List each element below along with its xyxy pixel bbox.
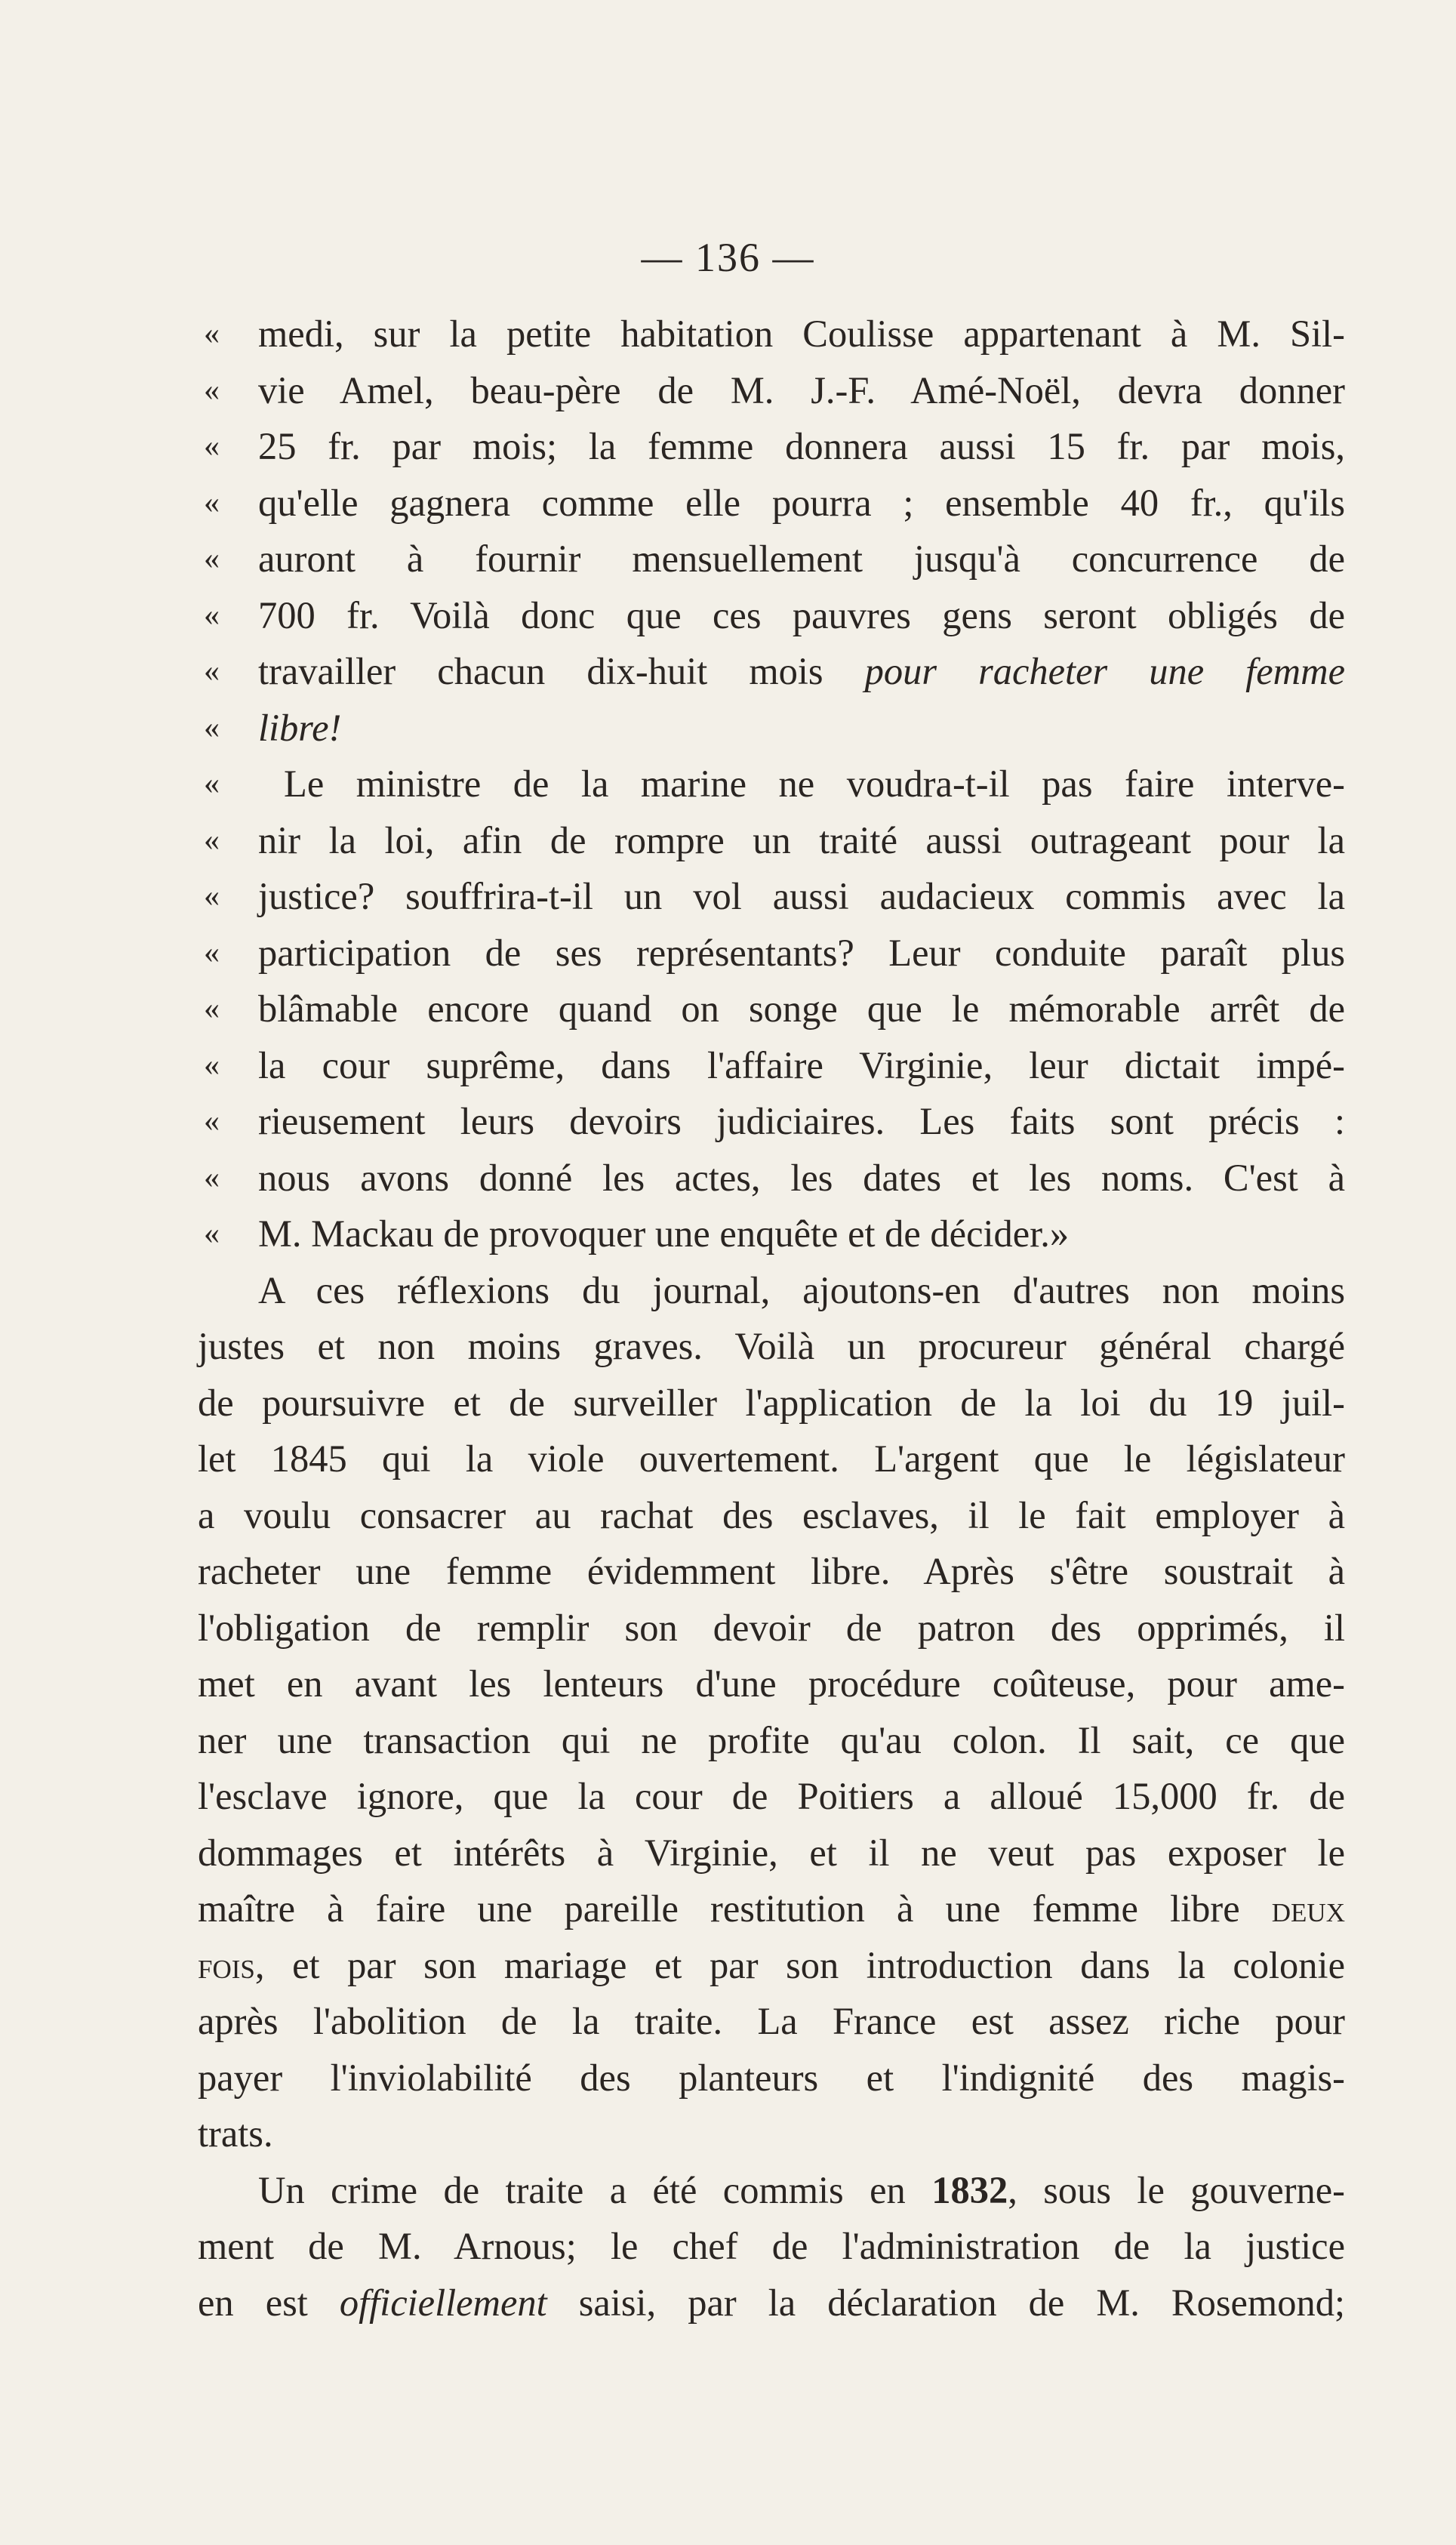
text-line [198, 1656, 1345, 1712]
text-line [198, 812, 1345, 869]
text-line [198, 531, 1345, 587]
text-line [198, 1993, 1345, 2050]
line-text: met en avant les lenteurs d'une procédure coûteuse, pour ame- [198, 1662, 1345, 1705]
quote-mark: « [204, 766, 220, 801]
line-text: 25 fr. par mois; la femme donnera aussi 15 fr. par mois, [258, 425, 1345, 467]
italic-text: libre! [258, 706, 342, 749]
text-line [198, 587, 1345, 644]
text-line [198, 306, 1345, 362]
line-text: travailler chacun dix-huit mois [258, 650, 865, 692]
text-line [198, 1262, 1345, 1319]
line-text: racheter une femme évidemment libre. Après s'être soustrait à [198, 1550, 1345, 1592]
line-text: dommages et intérêts à Virginie, et il ne veut pas exposer le [198, 1831, 1345, 1874]
line-text: maître à faire une pareille restitution à une femme libre [198, 1887, 1272, 1930]
text-line [198, 1150, 1345, 1206]
text-line [198, 2162, 1345, 2219]
page-number: — 136 — [641, 235, 815, 280]
text-line [198, 475, 1345, 531]
line-text: a voulu consacrer au rachat des esclaves, il le fait employer à [198, 1493, 1345, 1536]
text-line [198, 643, 1345, 700]
line-text: vie Amel, beau-père de M. J.-F. Amé-Noël, devra donner [258, 368, 1345, 411]
line-text: ner une transaction qui ne profite qu'au colon. Il sait, ce que [198, 1718, 1345, 1761]
small-caps-text: deux [1271, 1887, 1345, 1930]
text-line [198, 1375, 1345, 1431]
line-text: qu'elle gagnera comme elle pourra ; ensemble 40 fr., qu'ils [258, 481, 1345, 524]
line-text: la cour suprême, dans l'affaire Virginie, leur dictait impé- [258, 1043, 1345, 1086]
line-text: justice? souffrira-t-il un vol aussi audacieux commis avec la [258, 875, 1345, 917]
text-line [198, 2106, 1345, 2162]
line-text: en est [198, 2281, 340, 2324]
text-line [198, 756, 1345, 812]
line-text: , sous le gouverne- [1008, 2168, 1345, 2211]
line-text: saisi, par la déclaration de M. Rosemond; [546, 2281, 1345, 2324]
quote-mark: « [204, 429, 220, 464]
quote-mark: « [204, 372, 220, 408]
quote-mark: « [204, 991, 220, 1026]
text-line [198, 868, 1345, 925]
line-text: rieusement leurs devoirs judiciaires. Les faits sont précis : [258, 1100, 1345, 1142]
text-line [198, 1768, 1345, 1825]
text-line [198, 1206, 1345, 1262]
text-line [198, 981, 1345, 1037]
quote-mark: « [204, 541, 220, 576]
line-text: 700 fr. Voilà donc que ces pauvres gens seront obligés de [258, 593, 1345, 636]
quote-mark: « [204, 316, 220, 351]
line-text: auront à fournir mensuellement jusqu'à concurrence de [258, 538, 1345, 580]
line-text: nous avons donné les actes, les dates et les noms. C'est à [258, 1156, 1345, 1199]
text-line [198, 1712, 1345, 1769]
text-line [198, 1825, 1345, 1881]
line-text: payer l'inviolabilité des planteurs et l'indignité des magis- [198, 2056, 1345, 2099]
text-line [198, 362, 1345, 419]
line-text: ment de M. Arnous; le chef de l'administration de la justice [198, 2225, 1345, 2267]
small-caps-text: fois [198, 1943, 255, 1986]
text-line [198, 1037, 1345, 1094]
line-text: justes et non moins graves. Voilà un procureur général chargé [198, 1325, 1345, 1367]
text-line [198, 1543, 1345, 1600]
text-line [198, 418, 1345, 475]
text-line [198, 1600, 1345, 1656]
quote-mark: « [204, 935, 220, 970]
text-line [198, 1318, 1345, 1375]
quote-mark: « [204, 1160, 220, 1195]
quote-mark: « [204, 1047, 220, 1083]
line-text: Un crime de traite a été commis en [258, 2168, 932, 2211]
quote-mark: « [204, 597, 220, 633]
text-line [198, 1937, 1345, 1994]
line-text: l'obligation de remplir son devoir de patron des opprimés, il [198, 1606, 1345, 1649]
text-line [198, 2218, 1345, 2275]
text-body [198, 306, 1345, 2331]
quote-mark: « [204, 1104, 220, 1138]
line-text: Le ministre de la marine ne voudra-t-il pas faire interve- [284, 763, 1345, 805]
quote-mark: « [204, 822, 220, 858]
quote-mark: « [204, 1216, 220, 1251]
quote-mark: « [204, 654, 220, 689]
text-line [198, 1093, 1345, 1150]
text-line [198, 1881, 1345, 1937]
line-text: de poursuivre et de surveiller l'application de la loi du 19 juil- [198, 1381, 1345, 1424]
line-text: blâmable encore quand on songe que le mémorable arrêt de [258, 987, 1345, 1030]
text-line [198, 700, 1345, 756]
bold-year: 1832 [931, 2168, 1008, 2211]
text-line [198, 925, 1345, 981]
text-line [198, 1431, 1345, 1487]
line-text: trats. [198, 2112, 273, 2155]
line-text: M. Mackau de provoquer une enquête et de décider.» [258, 1212, 1070, 1255]
line-text: medi, sur la petite habitation Coulisse appartenant à M. Sil- [258, 313, 1345, 355]
quote-mark: « [204, 710, 220, 745]
line-text: nir la loi, afin de rompre un traité aussi outrageant pour la [258, 818, 1345, 861]
text-line [198, 2050, 1345, 2106]
line-text: participation de ses représentants? Leur conduite paraît plus [258, 931, 1345, 974]
italic-text: officiellement [339, 2281, 547, 2324]
quote-mark: « [204, 485, 220, 520]
line-text: après l'abolition de la traite. La France est assez riche pour [198, 2000, 1345, 2042]
line-text: let 1845 qui la viole ouvertement. L'argent que le législateur [198, 1437, 1345, 1480]
line-text: l'esclave ignore, que la cour de Poitiers a alloué 15,000 fr. de [198, 1775, 1345, 1817]
italic-text: pour racheter une femme [864, 650, 1345, 692]
text-line [198, 1487, 1345, 1544]
quote-mark: « [204, 879, 220, 914]
text-line [198, 2275, 1345, 2331]
line-text: , et par son mariage et par son introduction dans la colonie [254, 1943, 1345, 1986]
line-text: A ces réflexions du journal, ajoutons-en d'autres non moins [258, 1268, 1345, 1311]
